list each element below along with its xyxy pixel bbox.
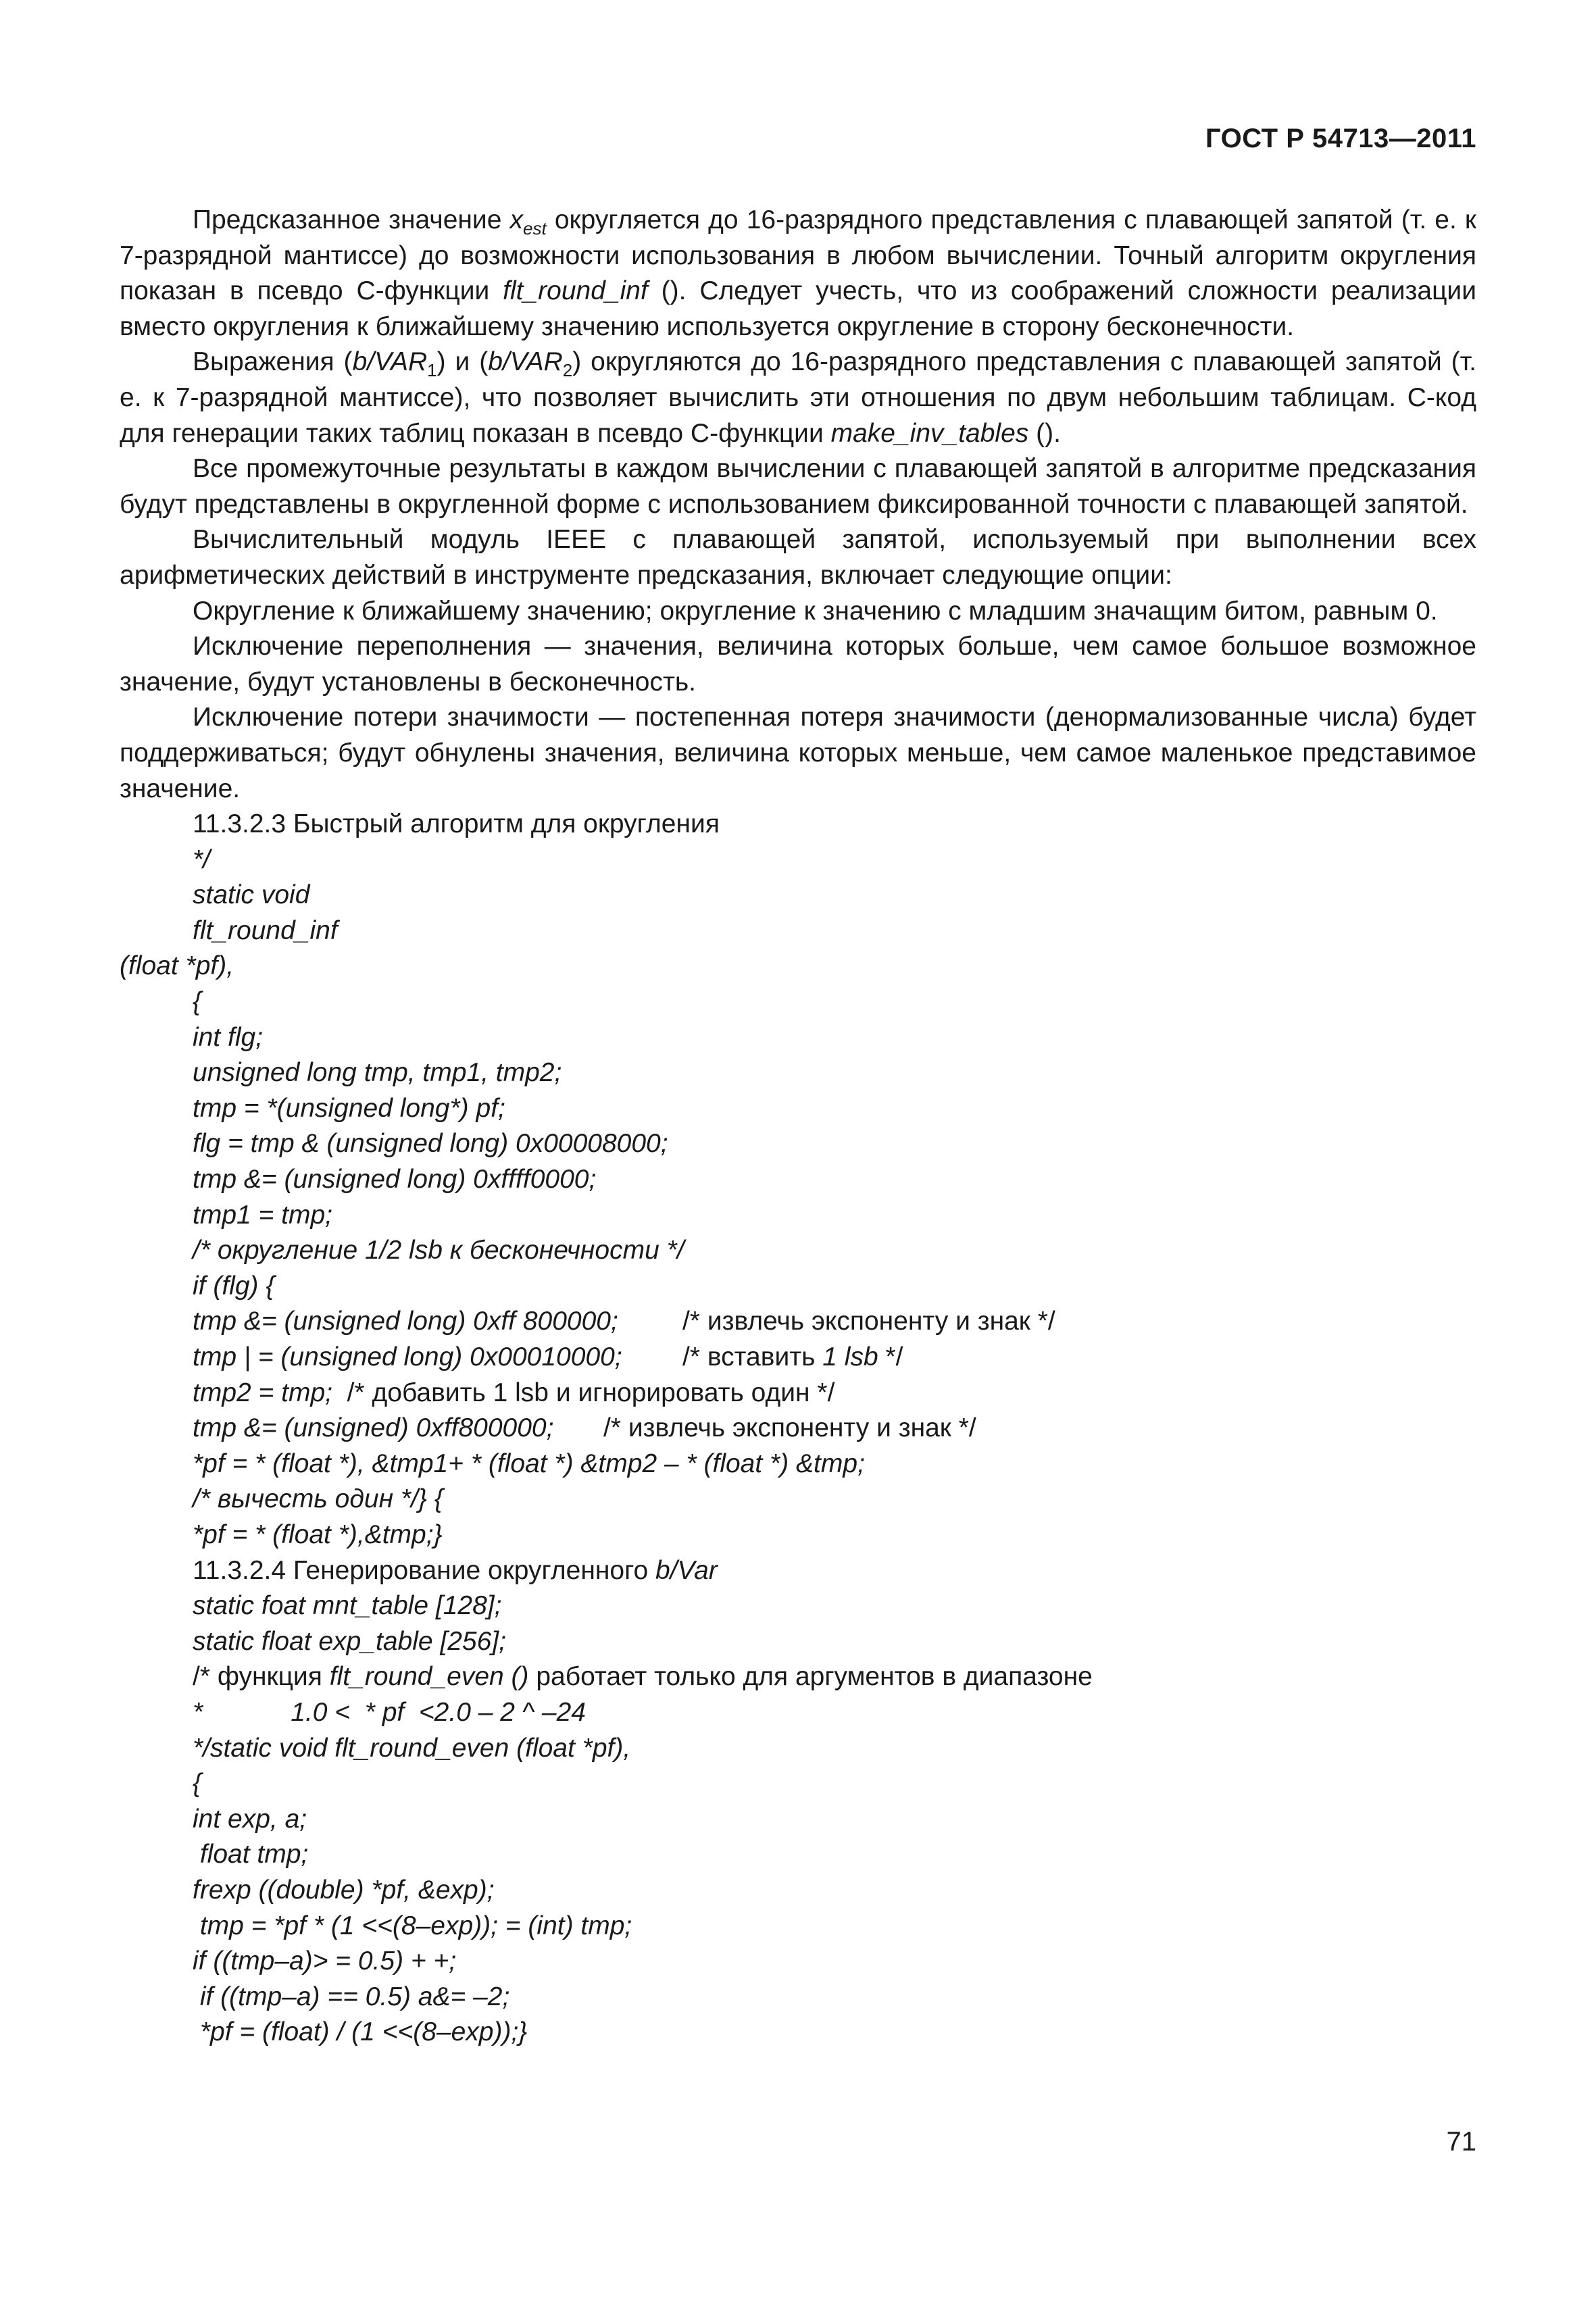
code-line: frexp ((double) *pf, &exp); <box>193 1875 495 1905</box>
section-heading: 11.3.2.4 Генерирование округленного b/Var <box>193 1555 718 1585</box>
code-line: if ((tmp–a)> = 0.5) + +; <box>193 1946 457 1976</box>
code-line: *pf = * (float *),&tmp;} <box>193 1519 443 1549</box>
section-heading: 11.3.2.3 Быстрый алгоритм для округления <box>193 809 720 839</box>
code-line: flg = tmp & (unsigned long) 0x00008000; <box>193 1129 668 1159</box>
code-line: float tmp; <box>193 1840 309 1869</box>
page-body <box>120 203 1476 2051</box>
code-line: if (flg) { <box>193 1271 275 1301</box>
code-line: tmp | = (unsigned long) 0x00010000; /* вставить 1 lsb */ <box>193 1342 903 1372</box>
code-line: { <box>193 1769 202 1799</box>
code-line: (float *pf), <box>120 951 234 981</box>
paragraph: Исключение переполнения — значения, величина которых больше, чем самое большое возможное значение, будут установлены в бесконечность. <box>120 632 1476 697</box>
code-line: tmp &= (unsigned long) 0xff 800000; /* извлечь экспоненту и знак */ <box>193 1307 1055 1336</box>
code-line: * 1.0 < * pf <2.0 – 2 ^ –24 <box>193 1697 586 1727</box>
code-line: static void <box>193 880 310 910</box>
code-line: int flg; <box>193 1022 264 1052</box>
code-line: if ((tmp–a) == 0.5) a&= –2; <box>193 1982 510 2011</box>
code-line: static float exp_table [256]; <box>193 1626 506 1656</box>
code-line: *pf = (float) / (1 <<(8–exp));} <box>193 2017 528 2047</box>
code-line: tmp2 = tmp; /* добавить 1 lsb и игнорировать один */ <box>193 1378 835 1407</box>
paragraph: Округление к ближайшему значению; округление к значению с младшим значащим битом, равным 0. <box>193 596 1438 626</box>
code-line: tmp &= (unsigned long) 0xffff0000; <box>193 1165 597 1194</box>
code-line: /* округление 1/2 lsb к бесконечности */ <box>193 1236 684 1265</box>
code-line: flt_round_inf <box>193 915 338 945</box>
code-line: tmp = *pf * (1 <<(8–exp)); = (int) tmp; <box>193 1911 632 1940</box>
code-line: tmp &= (unsigned) 0xff800000; /* извлечь экспоненту и знак */ <box>193 1413 976 1443</box>
code-line: */ <box>193 845 211 874</box>
code-line: */static void flt_round_even (float *pf), <box>193 1733 631 1763</box>
code-line: /* функция flt_round_even () работает только для аргументов в диапазоне <box>193 1662 1093 1692</box>
code-line: tmp = *(unsigned long*) pf; <box>193 1093 505 1123</box>
paragraph: Выражения $(b/VAR_1)$ и $(b/VAR_2)$ округляются до 16-разрядного представления с плавающей запятой (т. е. к 7-разрядной мантиссе), что позволяет вычислить эти отношения по двум небольшим таблицам. С-код для генерации таких таблиц показан в псевдо С-функции make_inv_tables (). <box>120 347 1477 448</box>
code-line: *pf = * (float *), &tmp1+ * (float *) &tmp2 – * (float *) &tmp; <box>193 1449 865 1478</box>
standard-designation: ГОСТ Р 54713—2011 <box>1205 124 1476 153</box>
code-line: static foat mnt_table [128]; <box>193 1591 502 1621</box>
code-line: int exp, a; <box>193 1804 307 1834</box>
code-line: tmp1 = tmp; <box>193 1200 332 1230</box>
paragraph: Исключение потери значимости — постепенная потеря значимости (денормализованные числа) будет поддерживаться; будут обнулены значения, величина которых меньше, чем самое маленькое представимое значение. <box>120 703 1476 803</box>
page-number: 71 <box>1446 2127 1476 2157</box>
code-line: unsigned long tmp, tmp1, tmp2; <box>193 1058 562 1088</box>
paragraph: Все промежуточные результаты в каждом вычислении с плавающей запятой в алгоритме предсказания будут представлены в округленной форме с использованием фиксированной точности с плавающей запятой. <box>120 454 1476 519</box>
paragraph: Вычислительный модуль IEEE с плавающей запятой, используемый при выполнении всех арифметических действий в инструменте предсказания, включает следующие опции: <box>120 525 1476 590</box>
code-line: { <box>193 987 202 1017</box>
paragraph: Предсказанное значение $x_{est}$ округляется до 16-разрядного представления с плавающей запятой (т. е. к 7-разрядной мантиссе) до возможности использования в любом вычислении. Точный алгоритм округления показан в псевдо С-функции flt_round_inf (). Следует учесть, что из соображений сложности реализации вместо округления к ближайшему значению используется округление в сторону бесконечности. <box>120 205 1476 341</box>
code-line: /* вычесть один */} { <box>193 1484 443 1514</box>
